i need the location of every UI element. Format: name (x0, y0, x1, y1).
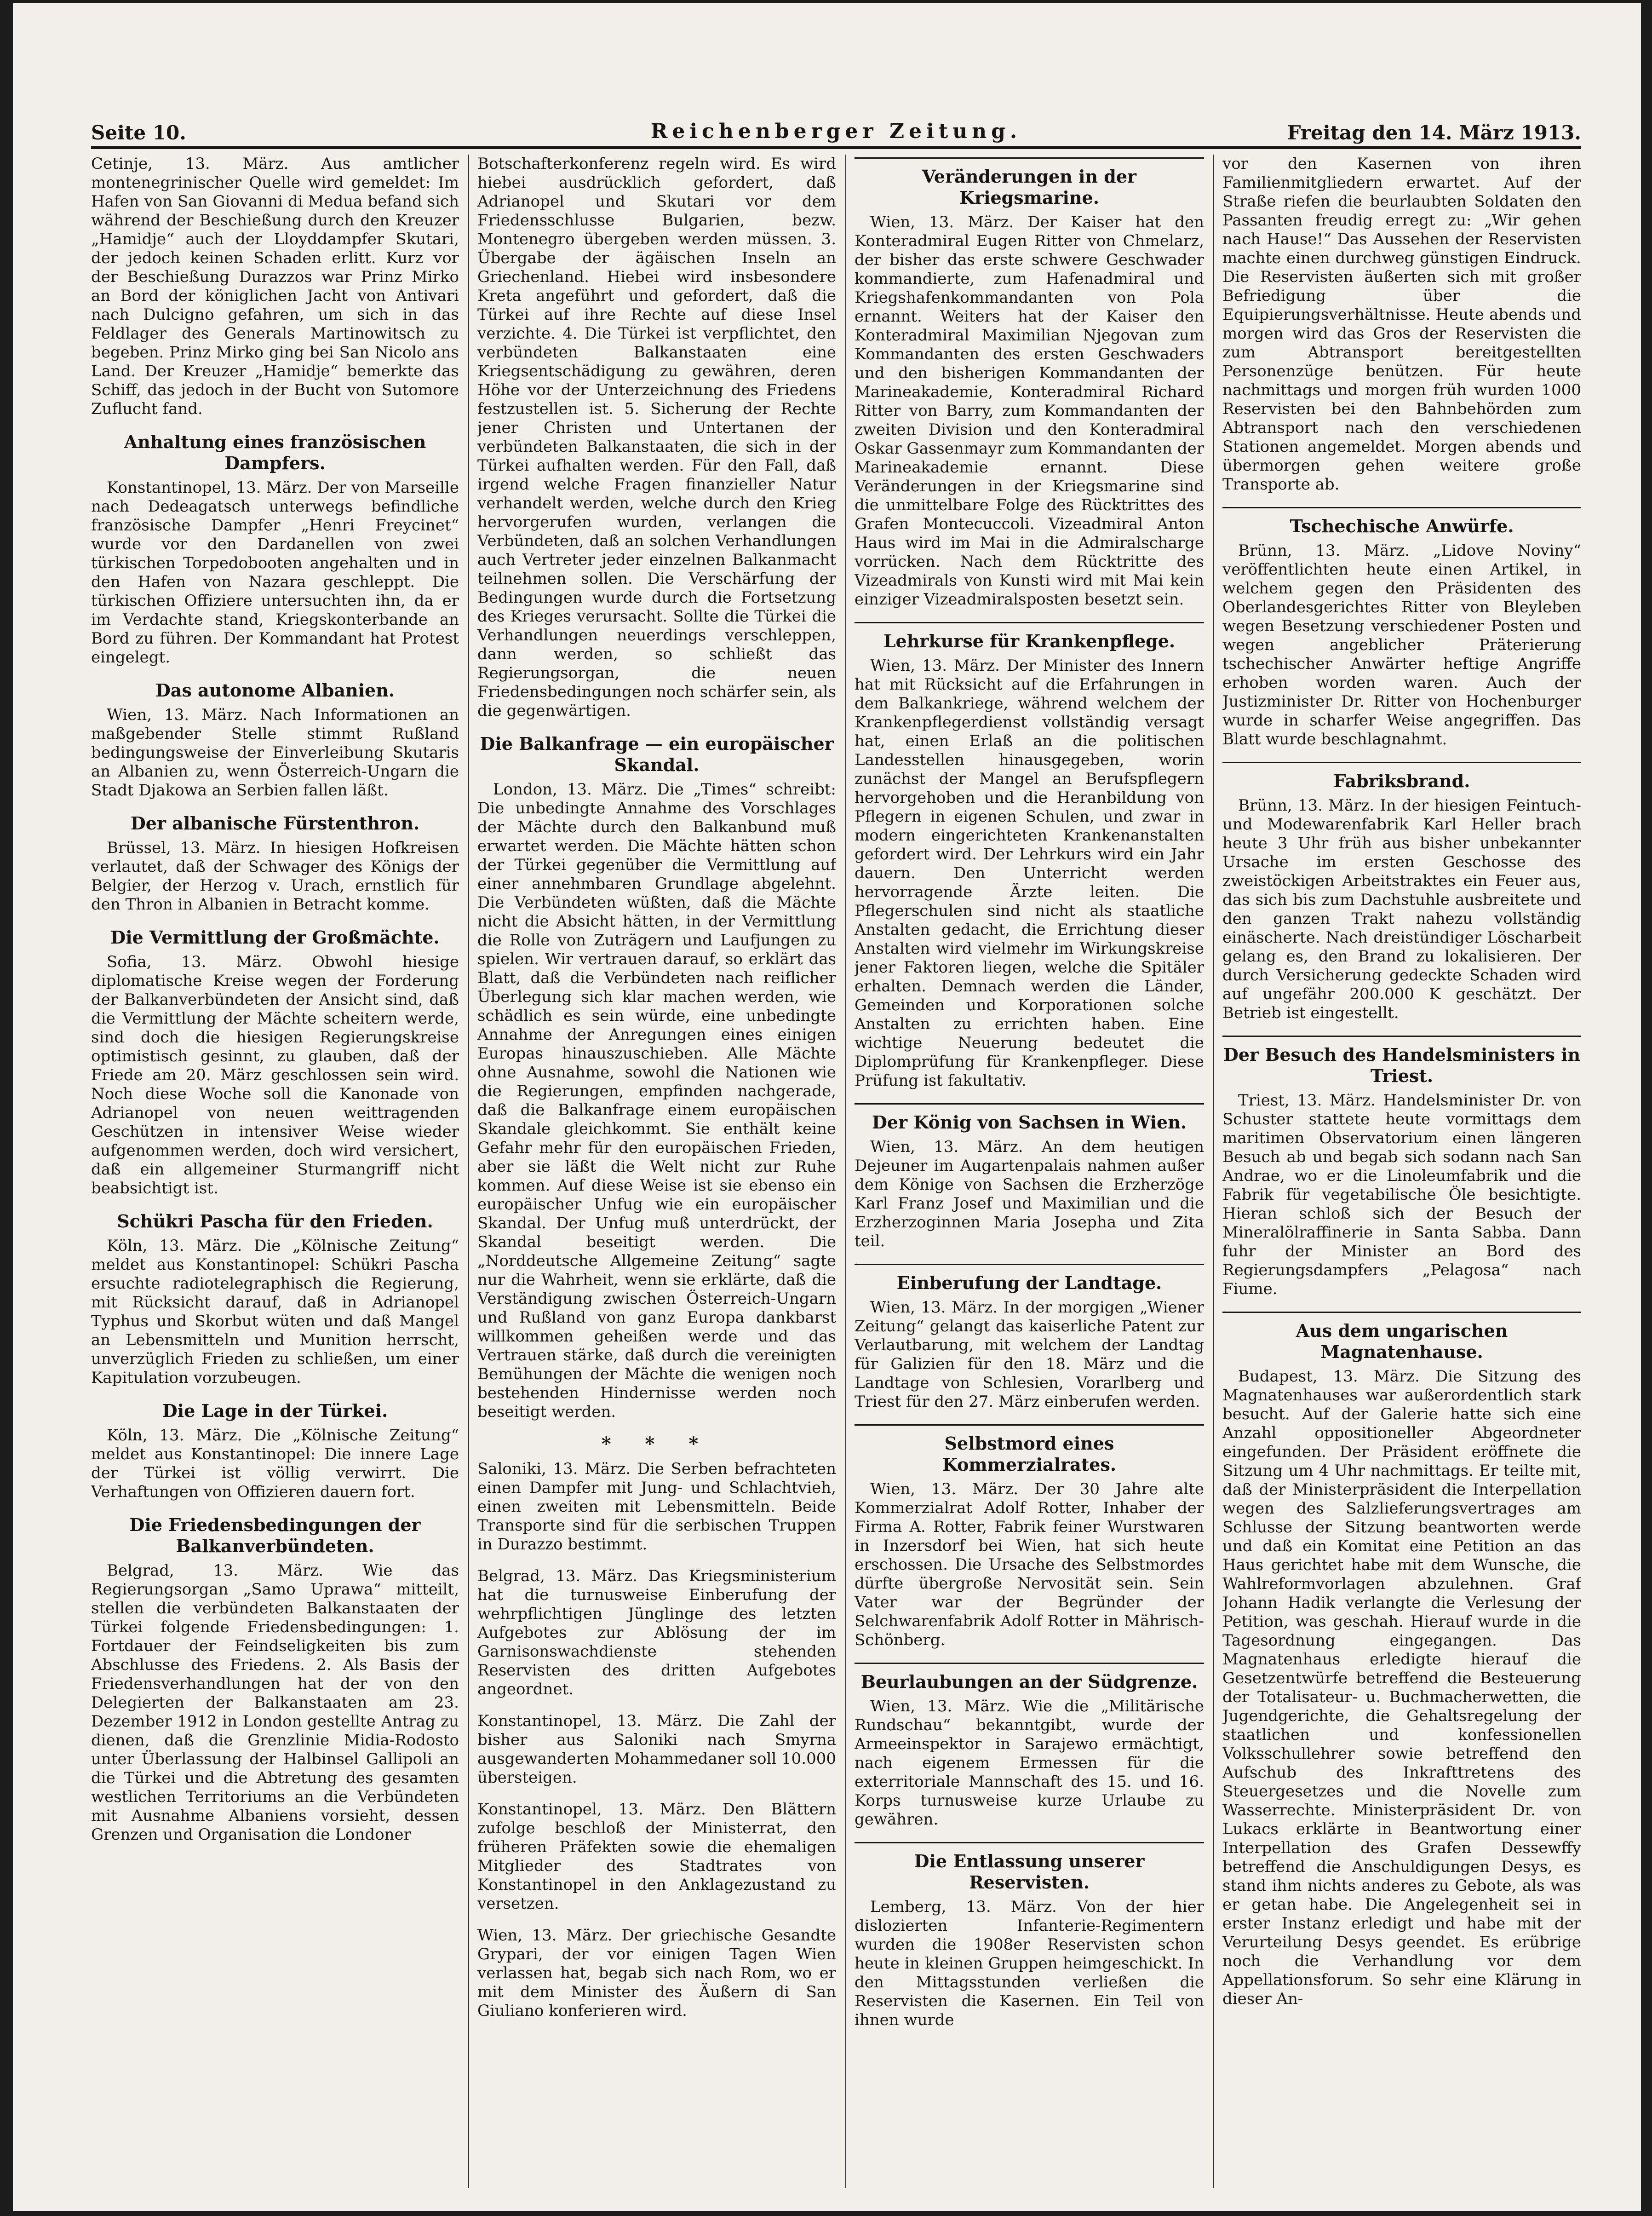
article-body: Konstantinopel, 13. März. Die Zahl der bisher aus Saloniki nach Smyrna ausgewanderten Mohammedaner soll 10.000 übersteigen. (477, 1712, 836, 1787)
article (477, 733, 836, 1422)
article-body: Konstantinopel, 13. März. Der von Marseille nach Dedeagatsch unterwegs befindliche französische Dampfer „Henri Freycinet“ wurde vor den Dardanellen von zwei türkischen Torpedobooten angehalten und in den Hafen von Nazara geschleppt. Die türkischen Offiziere untersuchten ihn, da er im Verdachte stand, Kriegskonterbande an Bord zu führen. Der Kommandant hat Protest eingelegt. (91, 478, 459, 667)
article-headline: Schükri Pascha für den Frieden. (117, 1211, 433, 1232)
section-separator: * * * (601, 1433, 712, 1455)
article-body: Brünn, 13. März. In der hiesigen Feintuch- und Modewarenfabrik Karl Heller brach heute 3 Uhr früh aus bisher unbekannter Ursache im ersten Geschosse des zweistöckigen Arbeitstraktes ein Feuer aus, das sich bis zum Dachstuhle ausbreitete und den ganzen Trakt nahezu vollständig einäscherte. Nach dreistündiger Löscharbeit gelang es, den Brand zu lokalisieren. Der durch Versicherung gedeckte Schaden wird auf ungefähr 200.000 K geschätzt. Der Betrieb ist eingestellt. (1222, 796, 1581, 1022)
article (855, 1264, 1204, 1411)
article-body: Budapest, 13. März. Die Sitzung des Magnatenhauses war außerordentlich stark besucht. Auf der Galerie hatte sich eine Anzahl oppositioneller Abgeordneter eingefunden. Der Präsident eröffnete die Sitzung um 4 Uhr nachmittags. Er teilte mit, daß der Ministerpräsident die Interpellation wegen des Salzlieferungsvertrages am Schlusse der Sitzung beantworten werde und daß ein Komitat eine Petition an das Haus gerichtet habe mit dem Wunsche, die Wahlreformvorlagen abzulehnen. Graf Johann Hadik verlangte die Verlesung der Petition, was geschah. Hierauf wurde in die Tagesordnung eingegangen. Das Magnatenhaus erledigte hierauf die Gesetzentwürfe betreffend die Besteuerung der Totalisateur- u. Buchmacherwetten, die Jugendgerichte, die Gehaltsregelung der staatlichen und konfessionellen Volksschullehrer sowie betreffend den Aufschub des Inkrafttretens des Steuergesetzes und die Novelle zum Wasserrechte. Ministerpräsident Dr. von Lukacs erklärte in Beantwortung einer Interpellation des Grafen Dessewffy betreffend die Anschuldigungen Desys, es stand ihm nichts anderes zu Gebote, als was er getan habe. Die Angelegenheit sei in erster Instanz erledigt und habe mit der Verurteilung Desys geendet. Es erübrige noch die Verhandlung vor dem Appellationsforum. So sehr eine Klärung in dieser An- (1222, 1367, 1581, 2008)
article-body: Köln, 13. März. Die „Kölnische Zeitung“ meldet aus Konstantinopel: Schükri Pascha ersuchte radiotelegraphisch die Regierung, mit Rücksicht darauf, daß in Adrianopel Typhus und Skorbut wüten und daß Mangel an Lebensmitteln und Munition herrscht, unverzüglich Frieden zu schließen, um einer Kapitulation vorzubeugen. (91, 1237, 459, 1387)
article-body: vor den Kasernen von ihren Familienmitgliedern erwartet. Auf der Straße riefen die beurlaubten Soldaten den Passanten freudig erregt zu: „Wir gehen nach Hause!“ Das Aussehen der Reservisten machte einen durchweg günstigen Eindruck. Die Reservisten äußerten sich mit großer Befriedigung über die Equipierungsverhältnisse. Heute abends und morgen wird das Gros der Reservisten die zum Abtransport bereitgestellten Personenzüge benützen. Für heute nachmittags und morgen früh wurden 1000 Reservisten bei den Bahnbehörden zum Abtransport nach den verschiedenen Stationen angemeldet. Morgen abends und übermorgen gehen weitere große Transporte ab. (1222, 155, 1581, 494)
article-body: London, 13. März. Die „Times“ schreibt: Die unbedingte Annahme des Vorschlages der Mächte durch den Balkanbund muß erwartet werden. Die Mächte hätten schon der Türkei gegenüber die Vermittlung auf einer annehmbaren Grundlage abgelehnt. Die Verbündeten wüßten, daß die Mächte nicht die Absicht hätten, in der Vermittlung die Rolle von Zuträgern und Laufjungen zu spielen. Wir vertrauen darauf, so erklärt das Blatt, daß die Verbündeten nach reiflicher Überlegung sich klar machen werden, wie schädlich es sein würde, eine unbedingte Annahme der Anregungen eines einigen Europas hinauszuschieben. Alle Mächte ohne Ausnahme, sowohl die Nationen wie die Regierungen, empfinden nachgerade, daß die Balkanfrage einem europäischen Skandale gleichkommt. Sie enthält keine Gefahr mehr für den europäischen Frieden, aber sie läßt die Welt nicht zur Ruhe kommen. Auf diese Weise ist sie ebenso ein europäischer Unfug wie ein europäischer Skandal. Der Unfug muß unterdrückt, der Skandal beseitigt werden. Die „Norddeutsche Allgemeine Zeitung“ sagte nur die Wahrheit, wenn sie erklärte, daß die Verständigung zwischen Österreich-Ungarn und Rußland von ganz Europa dankbarst willkommen geheißen werde und das Vertrauen stärke, daß durch die vereinigten Bemühungen der Mächte die wenigen noch bestehenden Hindernisse werden noch beseitigt werden. (477, 780, 836, 1421)
article-body: Cetinje, 13. März. Aus amtlicher montenegrinischer Quelle wird gemeldet: Im Hafen von San Giovanni di Medua befand sich während der Beschießung durch den Kreuzer „Hamidje“ auch der Lloyddampfer Skutari, der jedoch keinen Schaden erlitt. Kurz vor der Beschießung Durazzos war Prinz Mirko an Bord der königlichen Jacht von Antivari nach Dulcigno gefahren, um sich in das Feldlager des Generals Martinowitsch zu begeben. Prinz Mirko ging bei San Nicolo ans Land. Der Kreuzer „Hamidje“ bemerkte das Schiff, das jedoch in der Bucht von Sutomore Zuflucht fand. (91, 155, 459, 418)
article (1222, 155, 1581, 494)
column-divider (1213, 155, 1214, 2188)
article (477, 1567, 836, 1699)
article-body: Triest, 13. März. Handelsminister Dr. von Schuster stattete heute vormittags dem maritimen Observatorium einen längeren Besuch ab und begab sich sodann nach San Andrae, wo er die Linoleumfabrik und die Fabrik für vegetabilische Öle besichtigte. Hieran schloß sich der Besuch der Mineralölraffinerie in Santa Sabba. Dann fuhr der Minister an Bord des Regierungsdampfers „Pelagosa“ nach Fiume. (1222, 1091, 1581, 1298)
article (855, 157, 1204, 609)
column-1 (91, 155, 459, 2188)
article-body: Brünn, 13. März. „Lidove Noviny“ veröffentlichten heute einen Artikel, in welchem gegen den Präsidenten des Oberlandesgerichtes Ritter von Bleyleben wegen Besetzung verschiedener Posten und wegen angeblicher Präterierung tschechischer Anwärter heftige Angriffe erhoben worden waren. Auch der Justizminister Dr. Ritter von Hochenburger wurde in scharfer Weise angegriffen. Das Blatt wurde beschlagnahmt. (1222, 541, 1581, 748)
column-3 (855, 155, 1204, 2188)
article-body: Belgrad, 13. März. Wie das Regierungsorgan „Samo Uprawa“ mitteilt, stellen die verbündeten Balkanstaaten der Türkei folgende Friedensbedingungen: 1. Fortdauer der Feindseligkeiten bis zum Abschlusse des Friedens. 2. Als Basis der Friedensverhandlungen hat der von den Delegierten der Balkanstaaten am 23. Dezember 1912 in London gestellte Antrag zu dienen, daß die Grenzlinie Midia-Rodosto unter Überlassung der Halbinsel Gallipoli an die Türkei und die Abtretung des gesamten westlichen Territoriums an die Verbündeten mit Ausnahme Albaniens vorsieht, dessen Grenzen und Organisation die Londoner (91, 1561, 459, 1844)
article (477, 1712, 836, 1787)
article-headline: Fabriksbrand. (1222, 762, 1581, 792)
article-body: Wien, 13. März. In der morgigen „Wiener Zeitung“ gelangt das kaiserliche Patent zur Verlautbarung, mit welchem der Landtag für Galizien für den 18. März und die Landtage von Schlesien, Vorarlberg und Triest für den 27. März einberufen werden. (855, 1298, 1204, 1411)
article (91, 680, 459, 800)
article-body: Konstantinopel, 13. März. Den Blättern zufolge beschloß der Ministerrat, den früheren Präfekten sowie die ehemaligen Mitglieder des Stadtrates von Konstantinopel in den Anklagezustand zu versetzen. (477, 1800, 836, 1913)
article-body: Lemberg, 13. März. Von der hier dislozierten Infanterie-Regimentern wurden die 1908er Reservisten schon heute in kleinen Gruppen heimgeschickt. In den Mittagsstunden verließen die Reservisten die Kasernen. Ein Teil von ihnen wurde (855, 1898, 1204, 2029)
article-headline: Veränderungen in der Kriegsmarine. (855, 157, 1204, 208)
article-headline: Einberufung der Landtage. (855, 1264, 1204, 1294)
article-headline: Lehrkurse für Krankenpflege. (855, 622, 1204, 652)
article-body: Wien, 13. März. Wie die „Militärische Rundschau“ bekanntgibt, wurde der Armeeinspektor in Sarajewo ermächtigt, nach eigenem Ermessen für die exterritoriale Mannschaft des 15. und 16. Korps turnusweise kurze Urlaube zu gewähren. (855, 1697, 1204, 1829)
article (91, 1400, 459, 1502)
masthead-rule (91, 146, 1581, 149)
article-body: Wien, 13. März. Nach Informationen an maßgebender Stelle stimmt Rußland bedingungsweise der Einverleibung Skutaris an Albanien zu, wenn Österreich-Ungarn die Stadt Djakowa an Serbien fallen läßt. (91, 706, 459, 800)
article (91, 927, 459, 1198)
article-headline: Anhaltung eines französischen Dampfers. (124, 432, 426, 473)
article (1222, 507, 1581, 749)
article-headline: Der Besuch des Handelsministers in Triest. (1222, 1036, 1581, 1087)
newspaper-title: Reichenberger Zeitung. (650, 120, 1022, 143)
newspaper-page (13, 3, 1641, 2211)
article-headline: Tschechische Anwürfe. (1222, 507, 1581, 537)
article (91, 813, 459, 914)
article (1222, 1312, 1581, 2009)
issue-date: Freitag den 14. März 1913. (1287, 121, 1581, 144)
article (91, 1514, 459, 1844)
article (855, 1103, 1204, 1251)
article (477, 1800, 836, 1913)
article-body: Köln, 13. März. Die „Kölnische Zeitung“ meldet aus Konstantinopel: Die innere Lage der Türkei ist völlig verwirrt. Die Verhaftungen von Offizieren dauern fort. (91, 1426, 459, 1501)
article-headline: Selbstmord eines Kommerzialrates. (855, 1424, 1204, 1475)
column-divider (845, 155, 846, 2188)
article-headline: Die Friedensbedingungen der Balkanverbündeten. (129, 1514, 421, 1556)
column-divider (468, 155, 469, 2188)
article-headline: Aus dem ungarischen Magnatenhause. (1222, 1312, 1581, 1363)
article (855, 1663, 1204, 1829)
article-headline: Der König von Sachsen in Wien. (855, 1103, 1204, 1133)
column-4 (1222, 155, 1581, 2188)
article (91, 155, 459, 419)
article-body: Botschafterkonferenz regeln wird. Es wird hiebei ausdrücklich gefordert, daß Adrianopel und Skutari vor dem Friedensschlusse Bulgarien, bezw. Montenegro übergeben werden müssen. 3. Übergabe der ägäischen Inseln an Griechenland. Hiebei wird insbesondere Kreta angeführt und gefordert, daß die Türkei auf ihre Rechte auf diese Insel verzichte. 4. Die Türkei ist verpflichtet, den verbündeten Balkanstaaten eine Kriegsentschädigung zu gewähren, deren Höhe vor der Unterzeichnung des Friedens festzustellen ist. 5. Sicherung der Rechte jener Christen und Untertanen der verbündeten Balkanstaaten, die sich in der Türkei aufhalten werden. Für den Fall, daß irgend welche Fragen finanzieller Natur verhandelt werden, welche durch den Krieg hervorgerufen wurden, verlangen die Verbündeten, daß an solchen Verhandlungen auch Vertreter jeder einzelnen Balkanmacht teilnehmen sollen. Die Verschärfung der Bedingungen wurde durch die Fortsetzung des Krieges verursacht. Sollte die Türkei die Verhandlungen neuerdings verschleppen, dann werden, so schließt das Regierungsorgan, die neuen Friedensbedingungen noch schärfer sein, als die gegenwärtigen. (477, 155, 836, 720)
article (855, 622, 1204, 1090)
article (477, 1434, 836, 1554)
article (855, 1424, 1204, 1650)
article (91, 432, 459, 667)
article-body: Sofia, 13. März. Obwohl hiesige diplomatische Kreise wegen der Forderung der Balkanverbündeten der Ansicht sind, daß die Vermittlung der Mächte scheitern werde, sind doch die hiesigen Regierungskreise optimistisch gesinnt, zu glauben, daß der Friede am 20. März geschlossen sein wird. Noch diese Woche soll die Kanonade von Adrianopel von neuen weittragenden Geschützen in intensiver Weise wieder aufgenommen werden, doch wird versichert, daß ein allgemeiner Sturmangriff nicht beabsichtigt ist. (91, 953, 459, 1197)
article-body: Wien, 13. März. Der griechische Gesandte Grypari, der vor einigen Tagen Wien verlassen hat, begab sich nach Rom, wo er mit dem Minister des Äußern di San Giuliano konferieren wird. (477, 1926, 836, 2020)
article-body: Wien, 13. März. Der Minister des Innern hat mit Rücksicht auf die Erfahrungen in dem Balkankriege, während welchem der Krankenpflegerdienst vollständig versagt hat, einen Erlaß an die politischen Landesstellen hinausgegeben, worin zunächst der Mangel an Berufspflegern hervorgehoben und die Heranbildung von Pflegern in eigenen Schulen, und zwar in modern eingerichteten Krankenanstalten gefordert wird. Der Lehrkurs wird ein Jahr dauern. Den Unterricht werden hervorragende Ärzte leiten. Die Pflegerschulen sind nicht als staatliche Anstalten gedacht, die Errichtung dieser Anstalten wird vielmehr im Wirkungskreise jener Faktoren liegen, welche die Spitäler erhalten. Demnach werden die Länder, Gemeinden und Korporationen solche Anstalten zu errichten haben. Eine wichtige Neuerung bedeutet die Diplomprüfung für Krankenpfleger. Diese Prüfung ist fakultativ. (855, 656, 1204, 1090)
article-body: Wien, 13. März. Der Kaiser hat den Konteradmiral Eugen Ritter von Chmelarz, der bisher das erste schwere Geschwader kommandierte, zum Hafenadmiral und Kriegshafenkommandanten von Pola ernannt. Weiters hat der Kaiser den Konteradmiral Maximilian Njegovan zum Kommandanten des ersten Geschwaders und den bisherigen Kommandanten der Marineakademie, Konteradmiral Richard Ritter von Barry, zum Kommandanten der zweiten Division und den Konteradmiral Oskar Gassenmayr zum Kommandanten der Marineakademie ernannt. Diese Veränderungen in der Kriegsmarine sind die unmittelbare Folge des Rücktrittes des Grafen Montecuccoli. Vizeadmiral Anton Haus wird im Mai in die Admiralscharge vorrücken. Nach dem Rücktritte des Vizeadmirals von Kunsti wird mit Mai kein einziger Vizeadmiralsposten besetzt sein. (855, 213, 1204, 609)
article (855, 1842, 1204, 2030)
article-headline: Die Entlassung unserer Reservisten. (855, 1842, 1204, 1893)
article-headline: Beurlaubungen an der Südgrenze. (855, 1663, 1204, 1692)
article (1222, 762, 1581, 1023)
article-headline: Die Balkanfrage — ein europäischer Skandal. (480, 733, 834, 775)
article-body: Wien, 13. März. Der 30 Jahre alte Kommerzialrat Adolf Rotter, Inhaber der Firma A. Rotter, Fabrik feiner Wurstwaren in Inzersdorf bei Wien, hat sich heute erschossen. Die Ursache des Selbstmordes dürfte übergroße Nervosität sein. Sein Vater war der Begründer der Selchwarenfabrik Adolf Rotter in Mährisch-Schönberg. (855, 1480, 1204, 1649)
article-body: Belgrad, 13. März. Das Kriegsministerium hat die turnusweise Einberufung der wehrpflichtigen Jünglinge des letzten Aufgebotes zur Ablösung der im Garnisonswachdienste stehenden Reservisten des dritten Aufgebotes angeordnet. (477, 1567, 836, 1698)
article (1222, 1036, 1581, 1299)
article-body: Brüssel, 13. März. In hiesigen Hofkreisen verlautet, daß der Schwager des Königs der Belgier, der Herzog v. Urach, ernstlich für den Thron in Albanien in Betracht komme. (91, 839, 459, 914)
column-2 (477, 155, 836, 2188)
article-body: Saloniki, 13. März. Die Serben befrachteten einen Dampfer mit Jung- und Schlachtvieh, einen zweiten mit Lebensmitteln. Beide Transporte sind für die serbischen Truppen in Durazzo bestimmt. (477, 1460, 836, 1554)
article (91, 1211, 459, 1387)
article-body: Wien, 13. März. An dem heutigen Dejeuner im Augartenpalais nahmen außer dem Könige von Sachsen die Erzherzöge Karl Franz Josef und Maximilian und die Erzherzoginnen Maria Josepha und Zita teil. (855, 1138, 1204, 1250)
article-headline: Das autonome Albanien. (155, 680, 395, 701)
article (477, 155, 836, 720)
article-headline: Der albanische Fürstenthron. (130, 813, 420, 834)
article-headline: Die Lage in der Türkei. (162, 1400, 388, 1421)
page-number: Seite 10. (91, 121, 186, 144)
article-headline: Die Vermittlung der Großmächte. (110, 927, 440, 948)
article (477, 1926, 836, 2020)
